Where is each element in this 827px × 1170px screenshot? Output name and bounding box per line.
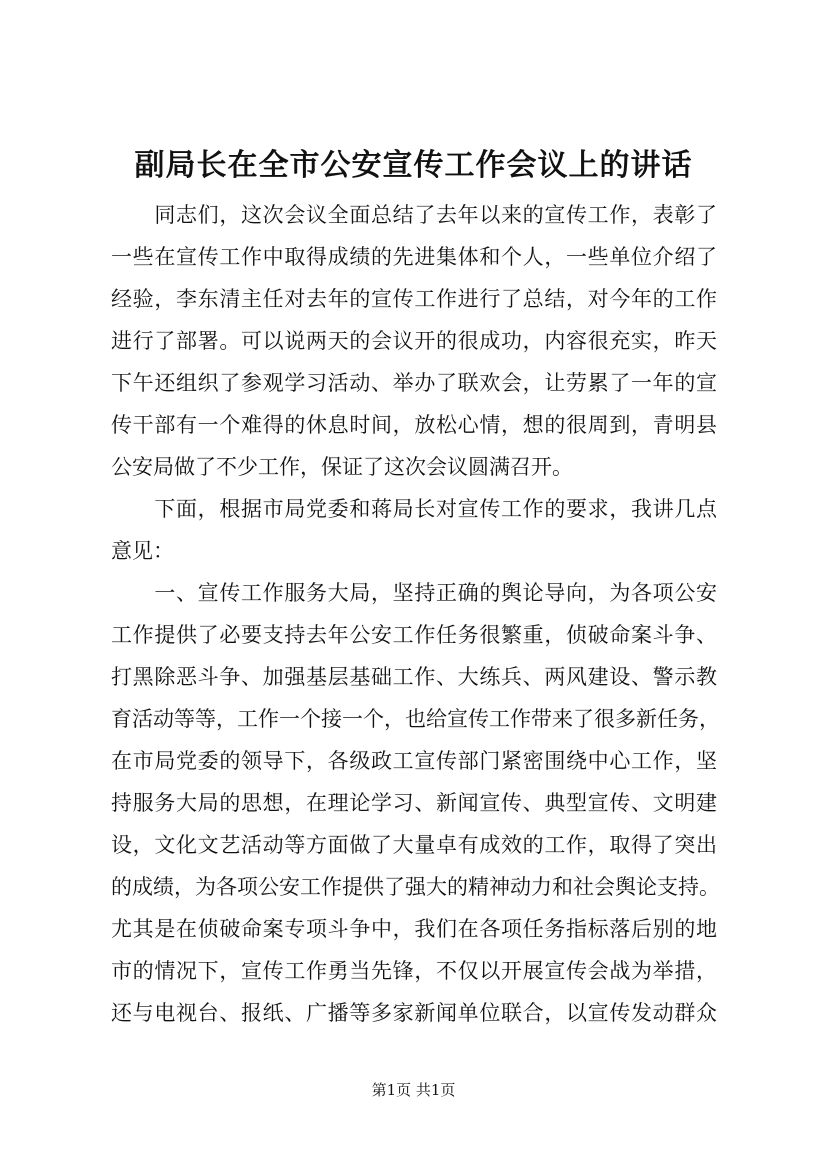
- body-line: 下午还组织了参观学习活动、举办了联欢会，让劳累了一年的宣: [111, 371, 717, 395]
- body-line: 同志们，这次会议全面总结了去年以来的宣传工作，表彰了: [111, 203, 717, 227]
- body-line: 设，文化文艺活动等方面做了大量卓有成效的工作，取得了突出: [111, 833, 717, 857]
- body-line: 持服务大局的思想，在理论学习、新闻宣传、典型宣传、文明建: [111, 791, 717, 815]
- body-line: 尤其是在侦破命案专项斗争中，我们在各项任务指标落后别的地: [111, 917, 717, 941]
- body-line: 还与电视台、报纸、广播等多家新闻单位联合，以宣传发动群众: [111, 1001, 717, 1025]
- body-line: 意见：: [111, 539, 174, 563]
- body-line: 的成绩，为各项公安工作提供了强大的精神动力和社会舆论支持。: [111, 875, 720, 899]
- body-line: 工作提供了必要支持去年公安工作任务很繁重，侦破命案斗争、: [111, 623, 717, 647]
- page-footer: 第1页 共1页: [371, 1081, 456, 1099]
- body-line: 一些在宣传工作中取得成绩的先进集体和个人，一些单位介绍了: [111, 245, 717, 269]
- body-line: 下面，根据市局党委和蒋局长对宣传工作的要求，我讲几点: [111, 497, 717, 521]
- body-line: 传干部有一个难得的休息时间，放松心情，想的很周到，青明县: [111, 413, 717, 437]
- body-line: 经验，李东清主任对去年的宣传工作进行了总结，对今年的工作: [111, 287, 717, 311]
- body-line: 公安局做了不少工作，保证了这次会议圆满召开。: [111, 455, 573, 479]
- document-body: [111, 194, 720, 1034]
- body-line: 育活动等等，工作一个接一个，也给宣传工作带来了很多新任务，: [111, 707, 720, 731]
- body-line: 在市局党委的领导下，各级政工宣传部门紧密围绕中心工作，坚: [111, 749, 717, 773]
- body-line: 进行了部署。可以说两天的会议开的很成功，内容很充实，昨天: [111, 329, 717, 353]
- body-line: 打黑除恶斗争、加强基层基础工作、大练兵、两风建设、警示教: [111, 665, 717, 689]
- document-title: 副局长在全市公安宣传工作会议上的讲话: [134, 148, 693, 183]
- body-line: 一、宣传工作服务大局，坚持正确的舆论导向，为各项公安: [111, 581, 717, 605]
- body-line: 市的情况下，宣传工作勇当先锋，不仅以开展宣传会战为举措，: [111, 959, 717, 983]
